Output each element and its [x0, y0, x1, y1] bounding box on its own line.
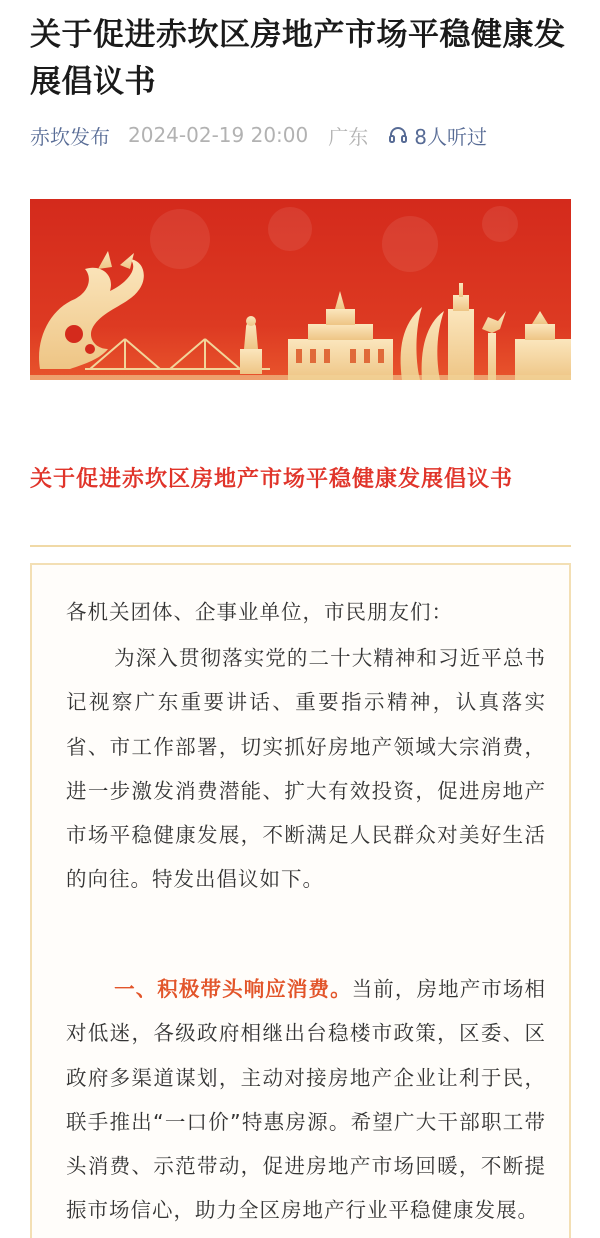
publish-region: 广东	[328, 124, 369, 149]
intro-paragraph	[66, 636, 546, 902]
article-title: 关于促进赤坎区房地产市场平稳健康发展倡议书	[30, 17, 566, 100]
item-one-paragraph	[66, 967, 546, 1233]
article-body	[30, 563, 571, 1238]
listen-button[interactable]	[388, 121, 487, 150]
header-banner-image	[30, 199, 571, 380]
section-title: 关于促进赤坎区房地产市场平稳健康发展倡议书	[30, 467, 514, 492]
title-divider	[30, 545, 571, 547]
article-meta	[30, 120, 487, 150]
item-one-text: 当前，房地产市场相对低迷，各级政府相继出台稳楼市政策，区委、区政府多渠道谋划，主动对接房地产企业让利于民，联手推出“一口价”特惠房源。希望广大干部职工带头消费、示范带动，促进房地产市场回暖，不断提振市场信心，助力全区房地产行业平稳健康发展。	[66, 977, 547, 1223]
publish-date: 2024-02-19 20:00	[128, 123, 309, 147]
headphones-icon	[388, 125, 408, 145]
item-one-title: 一、积极带头响应消费。	[114, 977, 352, 1001]
intro-text: 为深入贯彻落实党的二十大精神和习近平总书记视察广东重要讲话、重要指示精神，认真落实省、市工作部署，切实抓好房地产领域大宗消费，进一步激发消费潜能、扩大有效投资，促进房地产市场平稳健康发展，不断满足人民群众对美好生活的向往。特发出倡议如下。	[66, 646, 546, 892]
listen-count: 8人听过	[414, 124, 487, 149]
account-name-link[interactable]: 赤坎发布	[30, 124, 110, 149]
greeting-paragraph: 各机关团体、企事业单位，市民朋友们：	[66, 600, 453, 624]
